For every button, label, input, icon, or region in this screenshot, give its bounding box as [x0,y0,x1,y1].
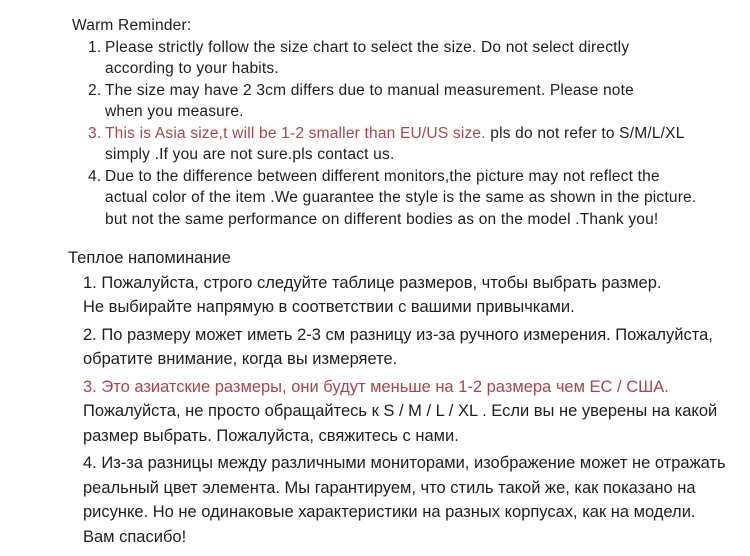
text-line [88,166,750,188]
english-item-3 [88,123,750,166]
text-line: according to your habits. [105,60,279,77]
item-number: 3. [88,124,102,142]
text-line: 4. Из-за разницы между различными мониторами, изображение может не отражать [83,454,726,472]
text-line: when you measure. [105,103,244,120]
text-segment: The size may have 2 3cm differs due to manual measurement. Please note [105,81,634,99]
text-line: but not the same performance on different bodies as on the model .Thank you! [105,210,659,228]
english-items [88,37,750,231]
text-line: 1. Пожалуйста, строго следуйте таблице размеров, чтобы выбрать размер. [83,273,662,292]
item-number: 4. [88,167,102,185]
text-line: Вам спасибо! [83,527,187,546]
english-item-4 [88,166,750,231]
russian-item-1 [83,271,750,320]
russian-reminder-section [68,246,750,549]
russian-item-2 [83,323,750,372]
english-item-1 [88,37,750,80]
russian-heading: Теплое напоминание [68,249,231,267]
item-number: 1. [88,38,102,56]
text-segment: Due to the difference between different monitors,the picture may not reflect the [105,167,660,185]
text-line: размер выбрать. Пожалуйста, свяжитесь с нами. [83,426,459,445]
russian-items [83,271,750,550]
text-segment: pls do not refer to S/M/L/XL [485,124,685,142]
text-line [88,37,750,59]
text-line [88,123,750,145]
text-line: 2. По размеру может иметь 2-3 см разницу из-за ручного измерения. Пожалуйста, [83,325,713,344]
text-line: обратите внимание, когда вы измеряете. [83,350,398,368]
text-line: actual color of the item .We guarantee the style is the same as shown in the picture. [105,189,697,206]
english-heading: Warm Reminder: [72,17,192,34]
text-line: реальный цвет элемента. Мы гарантируем, что стиль такой же, как показано на [83,478,696,497]
text-line: Пожалуйста, не просто обращайтесь к S / M / L / XL . Если вы не уверены на какой [83,402,718,420]
russian-item-4 [83,451,750,549]
text-segment: Please strictly follow the size chart to select the size. Do not select directly [105,38,630,56]
text-line [88,80,750,102]
russian-item-3 [83,375,750,449]
red-highlight-text: 3. Это азиатские размеры, они будут меньше на 1-2 размера чем ЕС / США. [83,377,669,396]
text-line: Не выбирайте напрямую в соответствии с вашими привычками. [83,298,575,316]
text-line: simply .If you are not sure.pls contact us. [105,146,395,163]
red-highlight-text: This is Asia size,t will be 1-2 smaller than EU/US size. [105,124,486,142]
english-reminder-section [72,15,750,230]
text-line: рисунке. Но не одинаковые характеристики на разных корпусах, как на модели. [83,503,696,521]
item-number: 2. [88,81,102,99]
english-item-2 [88,80,750,123]
